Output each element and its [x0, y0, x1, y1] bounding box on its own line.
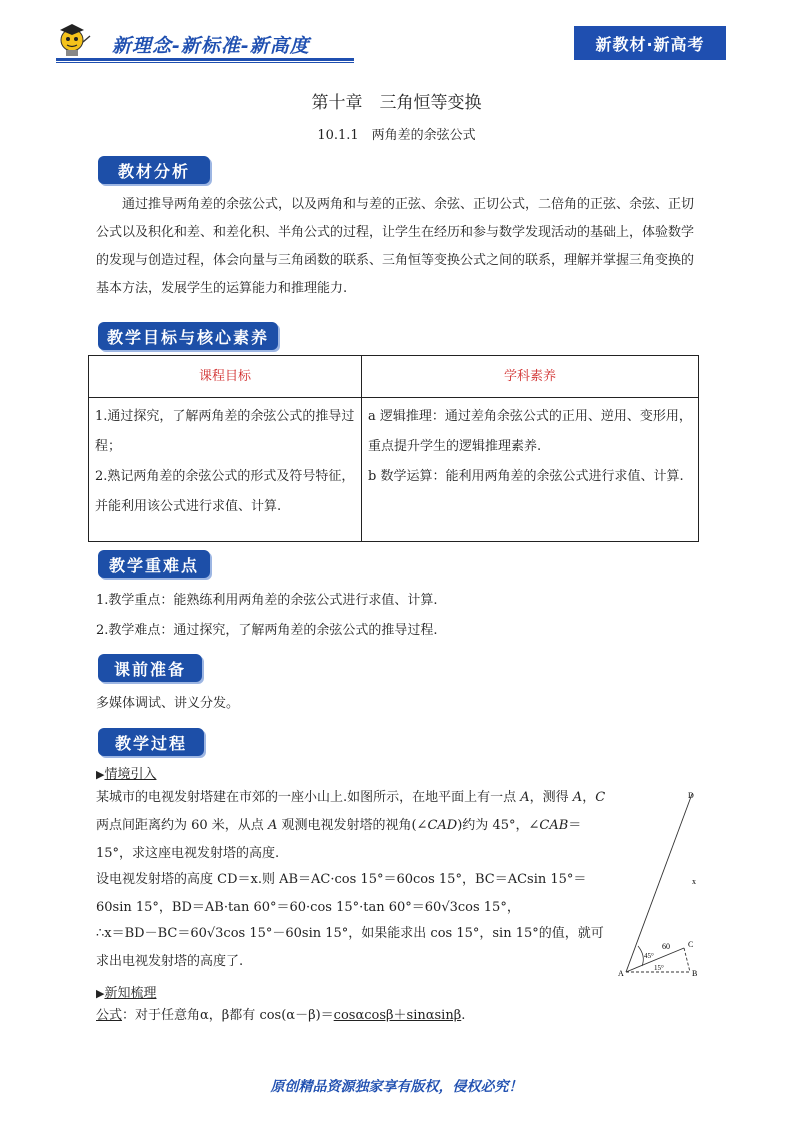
formula-line: 公式：对于任意角α，β都有 cos(α－β)＝cosαcosβ＋sinαsinβ. — [96, 1008, 466, 1023]
intro-problem-text: 某城市的电视发射塔建在市郊的一座小山上.如图所示，在地平面上有一点 A，测得 A，C两点间距离约为 60 米，从点 A 观测电视发射塔的视角(∠CAD)约为 45°，∠CAB＝15°，求这座电视发射塔的高度. — [96, 790, 606, 861]
solution-line-2: ∴x＝BD－BC＝60√3cos 15°－60sin 15°，如果能求出 cos 15°，sin 15°的值，就可求出电视发射塔的高度了. — [96, 926, 604, 969]
goals-col1-item: 1.通过探究，了解两角差的余弦公式的推导过程； — [95, 409, 355, 454]
key-point-item: 1.教学重点：能熟练利用两角差的余弦公式进行求值、计算. — [96, 593, 438, 608]
header-divider — [56, 58, 354, 61]
section-title: 10.1.1 两角差的余弦公式 — [317, 128, 476, 143]
section-label-process: 教学过程 — [98, 728, 204, 756]
point-d-label: D — [688, 791, 694, 800]
goals-col2-cell — [362, 398, 699, 542]
formula-answer: cosαcosβ＋sinαsinβ — [333, 1008, 462, 1023]
header-slogan: 新理念-新标准-新高度 — [112, 35, 310, 57]
section-label-key-points: 教学重难点 — [98, 550, 210, 578]
goals-col2-item: b 数学运算：能利用两角差的余弦公式进行求值、计算. — [368, 469, 684, 484]
label-60: 60 — [662, 942, 670, 951]
section-label-analysis: 教材分析 — [98, 156, 210, 184]
new-knowledge-subheading: ▶新知梳理 — [96, 986, 157, 1001]
label-x: x — [692, 877, 696, 886]
point-b-label: B — [692, 969, 698, 978]
point-c-label: C — [688, 940, 694, 949]
header-badge: 新教材·新高考 — [574, 26, 726, 60]
intro-subheading: ▶情境引入 — [96, 767, 157, 782]
section-label-goals: 教学目标与核心素养 — [98, 322, 278, 350]
footer-copyright: 原创精品资源独家享有版权，侵权必究！ — [270, 1079, 523, 1095]
point-a-label: A — [618, 969, 624, 978]
triangle-right-icon: ▶ — [96, 987, 105, 1000]
header-divider-thin — [56, 62, 354, 63]
preparation-text: 多媒体调试、讲义分发。 — [96, 696, 240, 711]
solution-line-1: 设电视发射塔的高度 CD＝x.则 AB＝AC·cos 15°＝60cos 15°，BC＝ACsin 15°＝60sin 15°，BD＝AB·tan 60°＝60·cos 15°·tan 60°＝60√3cos 15°， — [96, 872, 587, 915]
bulb-mascot-icon — [56, 22, 92, 62]
goals-table — [88, 355, 699, 542]
goals-col1-header: 课程目标 — [89, 356, 362, 398]
goals-col2-header: 学科素养 — [362, 356, 699, 398]
triangle-right-icon: ▶ — [96, 768, 105, 781]
goals-col1-cell — [89, 398, 362, 542]
goals-col2-item: a 逻辑推理：通过差角余弦公式的正用、逆用、变形用，重点提升学生的逻辑推理素养. — [368, 409, 692, 454]
section-label-preparation: 课前准备 — [98, 654, 202, 682]
tower-diagram — [616, 786, 706, 982]
formula-label: 公式 — [96, 1008, 123, 1023]
goals-col1-item: 2.熟记两角差的余弦公式的形式及符号特征，并能利用该公式进行求值、计算. — [95, 469, 355, 514]
label-45: 45° — [644, 952, 654, 960]
key-point-item: 2.教学难点：通过探究，了解两角差的余弦公式的推导过程. — [96, 623, 438, 638]
chapter-title: 第十章 三角恒等变换 — [311, 93, 482, 113]
label-15: 15° — [654, 964, 664, 972]
analysis-text: 通过推导两角差的余弦公式，以及两角和与差的正弦、余弦、正切公式，二倍角的正弦、余弦、正切公式以及积化和差、和差化积、半角公式的过程，让学生在经历和参与数学发现活动的基础上，体验数学的发现与创造过程，体会向量与三角函数的联系、三角恒等变换公式之间的联系，理解并掌握三角变换的基本方法，发展学生的运算能力和推理能力. — [96, 197, 695, 296]
